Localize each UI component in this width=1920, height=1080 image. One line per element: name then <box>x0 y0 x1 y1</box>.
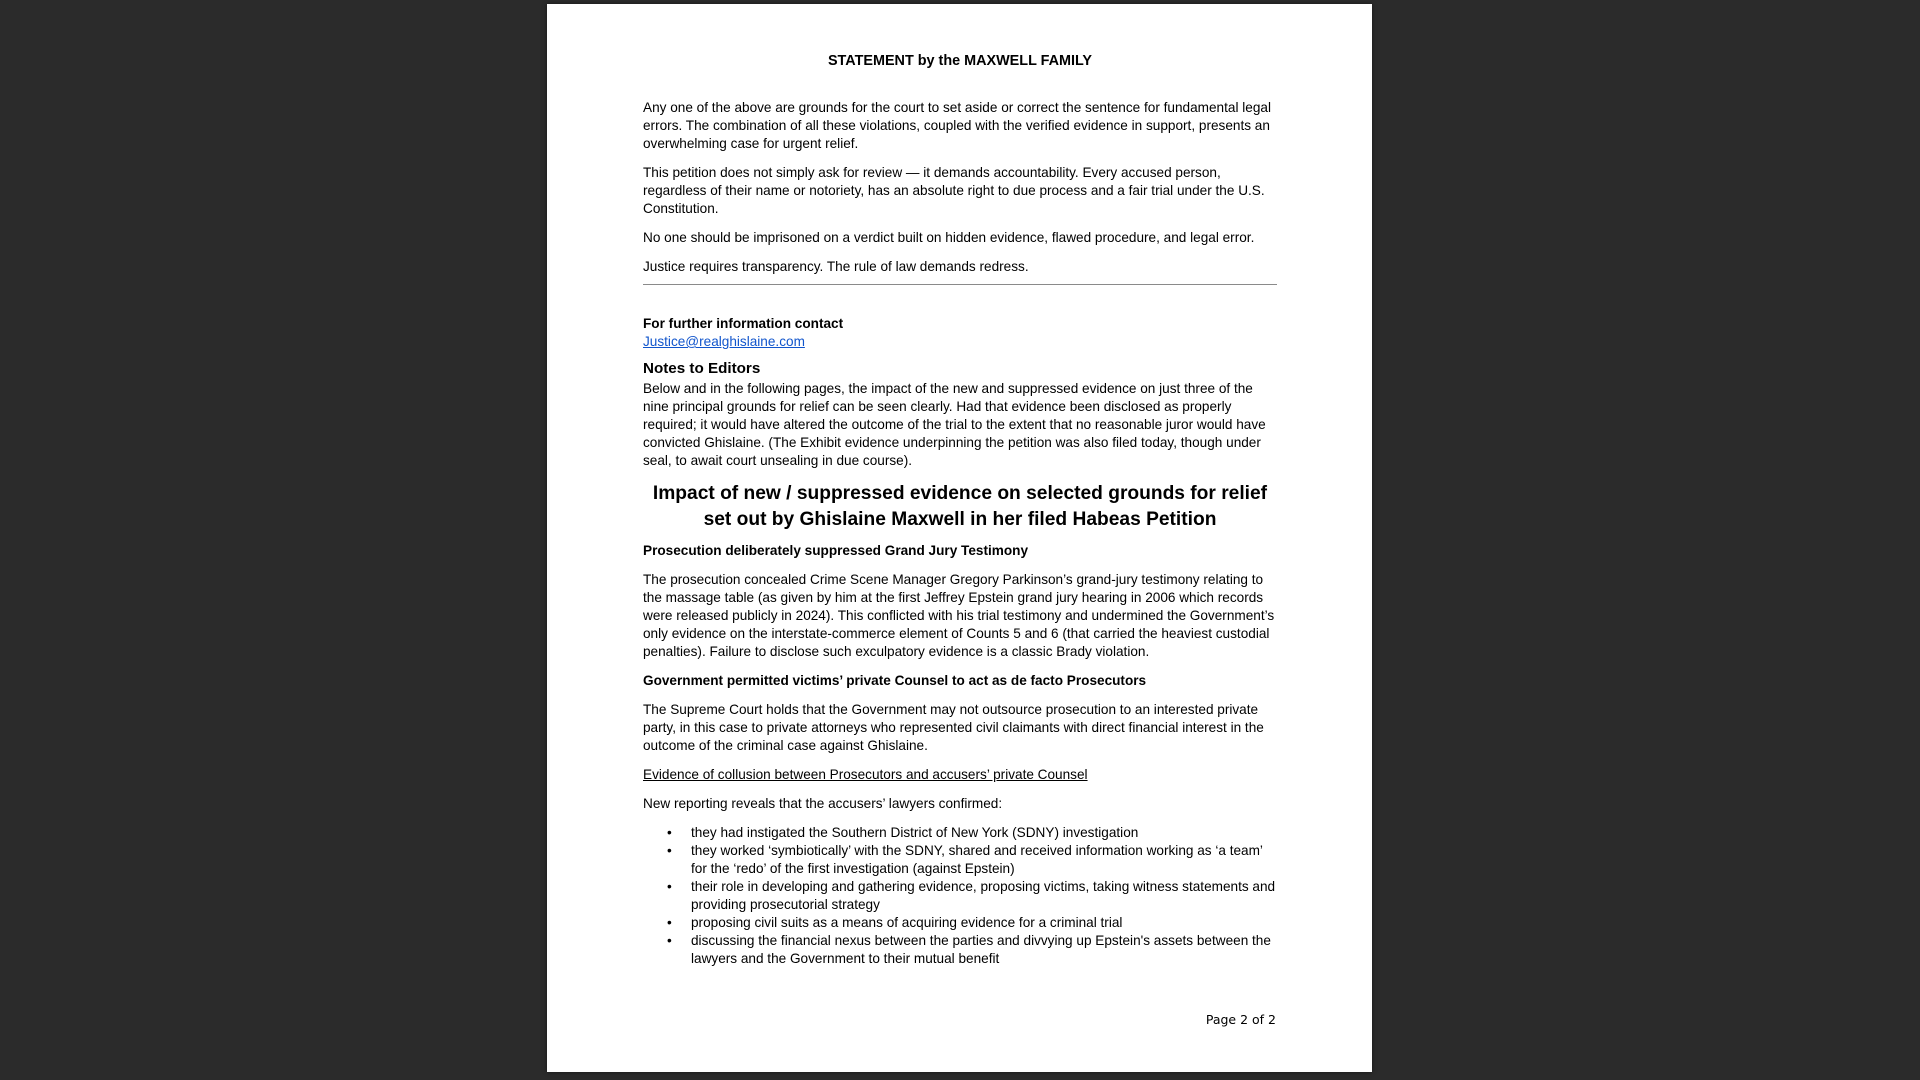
page-number: Page 2 of 2 <box>1205 1012 1276 1027</box>
list-item: • they worked ‘symbiotically’ with the SDNY, shared and received information working as ‘a team’ for the ‘redo’ of the first investigation (against Epstein) <box>691 842 1277 878</box>
closing-paragraphs <box>643 99 1277 285</box>
impact-heading-line: set out by Ghislaine Maxwell in her filed Habeas Petition <box>703 509 1217 530</box>
list-item: • discussing the financial nexus between the parties and divvying up Epstein's assets between the lawyers and the Government to their mutual benefit <box>691 932 1277 968</box>
notes-text: Below and in the following pages, the impact of the new and suppressed evidence on just three of the nine principal grounds for relief can be seen clearly. Had that evidence been disclosed as properly required; it would have altered the outcome of the trial to the extent that no reasonable juror would have convicted Ghislaine. (The Exhibit evidence underpinning the petition was also filed today, though under seal, to await court unsealing in due course). <box>643 381 1266 468</box>
impact-heading-line: Impact of new / suppressed evidence on selected grounds for relief <box>652 483 1268 504</box>
contact-email-link[interactable]: Justice@realghislaine.com <box>643 334 805 349</box>
paragraph: No one should be imprisoned on a verdict built on hidden evidence, flawed procedure, and legal error. <box>643 230 1255 245</box>
notes-heading: Notes to Editors <box>643 360 761 377</box>
document-page <box>547 4 1372 1072</box>
paragraph: Justice requires transparency. The rule of law demands redress. <box>643 259 1029 274</box>
section-heading: Government permitted victims’ private Counsel to act as de facto Prosecutors <box>643 673 1147 688</box>
section-subheading: Evidence of collusion between Prosecutors and accusers’ private Counsel <box>643 767 1088 782</box>
bullets-intro: New reporting reveals that the accusers’ lawyers confirmed: <box>643 796 1003 811</box>
section-text: The Supreme Court holds that the Government may not outsource prosecution to an interested private party, in this case to private attorneys who represented civil claimants with direct financial interest in the outcome of the criminal case against Ghislaine. <box>643 702 1264 753</box>
paragraph: This petition does not simply ask for review — it demands accountability. Every accused person, regardless of their name or notoriety, has an absolute right to due process and a fair trial under the U.S. Constitution. <box>643 165 1265 216</box>
section-heading: Prosecution deliberately suppressed Grand Jury Testimony <box>643 543 1029 558</box>
list-item: • they had instigated the Southern District of New York (SDNY) investigation <box>691 824 1277 842</box>
paragraph: Any one of the above are grounds for the court to set aside or correct the sentence for fundamental legal errors. The combination of all these violations, coupled with the verified evidence in support, presents an overwhelming case for urgent relief. <box>643 100 1271 151</box>
impact-heading <box>643 481 1277 533</box>
contact-section <box>643 315 1277 968</box>
list-item: • their role in developing and gathering evidence, proposing victims, taking witness statements and providing prosecutorial strategy <box>691 878 1277 914</box>
bullet-list <box>643 824 1277 968</box>
contact-heading: For further information contact <box>643 316 844 331</box>
document-title: STATEMENT by the MAXWELL FAMILY <box>827 53 1093 69</box>
horizontal-divider <box>643 284 1277 285</box>
list-item: • proposing civil suits as a means of acquiring evidence for a criminal trial <box>691 914 1277 932</box>
section-text: The prosecution concealed Crime Scene Manager Gregory Parkinson’s grand-jury testimony relating to the massage table (as given by him at the first Jeffrey Epstein grand jury hearing in 2006 which records were released publicly in 2024). This conflicted with his trial testimony and undermined the Government’s only evidence on the interstate-commerce element of Counts 5 and 6 (that carried the heaviest custodial penalties). Failure to disclose such exculpatory evidence is a classic Brady violation. <box>643 572 1275 659</box>
